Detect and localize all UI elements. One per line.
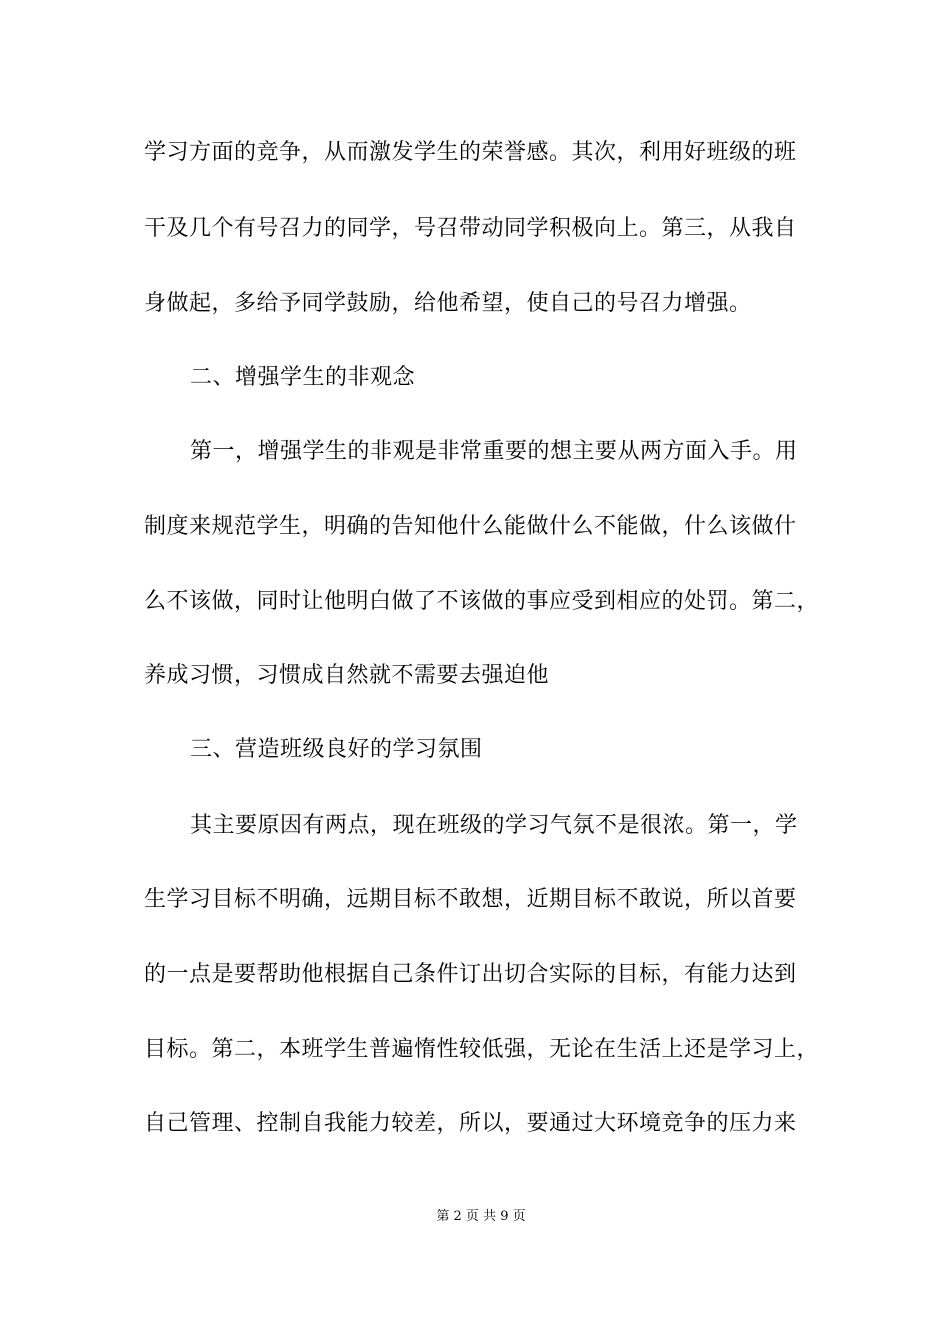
paragraph-line: 自己管理、控制自我能力较差，所以，要通过大环境竞争的压力来 (144, 1111, 797, 1136)
section-heading: 三、营造班级良好的学习氛围 (190, 737, 483, 762)
section-heading: 二、增强学生的非观念 (190, 365, 416, 390)
paragraph-line: 学习方面的竞争，从而激发学生的荣誉感。其次，利用好班级的班 (144, 140, 797, 165)
paragraph-line: 生学习目标不明确，远期目标不敢想，近期目标不敢说，所以首要 (144, 887, 797, 912)
paragraph-line: 制度来规范学生，明确的告知他什么能做什么不能做，什么该做什 (144, 514, 797, 539)
paragraph-line: 的一点是要帮助他根据自己条件订出切合实际的目标，有能力达到 (144, 962, 797, 987)
paragraph-line: 目标。第二，本班学生普遍惰性较低强，无论在生活上还是学习上， (144, 1037, 820, 1062)
paragraph-line: 么不该做，同时让他明白做了不该做的事应受到相应的处罚。第二， (144, 589, 820, 614)
page-number-footer: 第 2 页 共 9 页 (436, 1209, 526, 1224)
paragraph-line: 第一，增强学生的非观是非常重要的想主要从两方面入手。用 (190, 439, 798, 464)
paragraph-line: 干及几个有号召力的同学，号召带动同学积极向上。第三，从我自 (144, 216, 797, 241)
paragraph-line: 身做起，多给予同学鼓励，给他希望，使自己的号召力增强。 (144, 291, 752, 316)
paragraph-line: 其主要原因有两点，现在班级的学习气氛不是很浓。第一，学 (190, 813, 798, 838)
paragraph-line: 养成习惯，习惯成自然就不需要去强迫他 (144, 663, 550, 688)
